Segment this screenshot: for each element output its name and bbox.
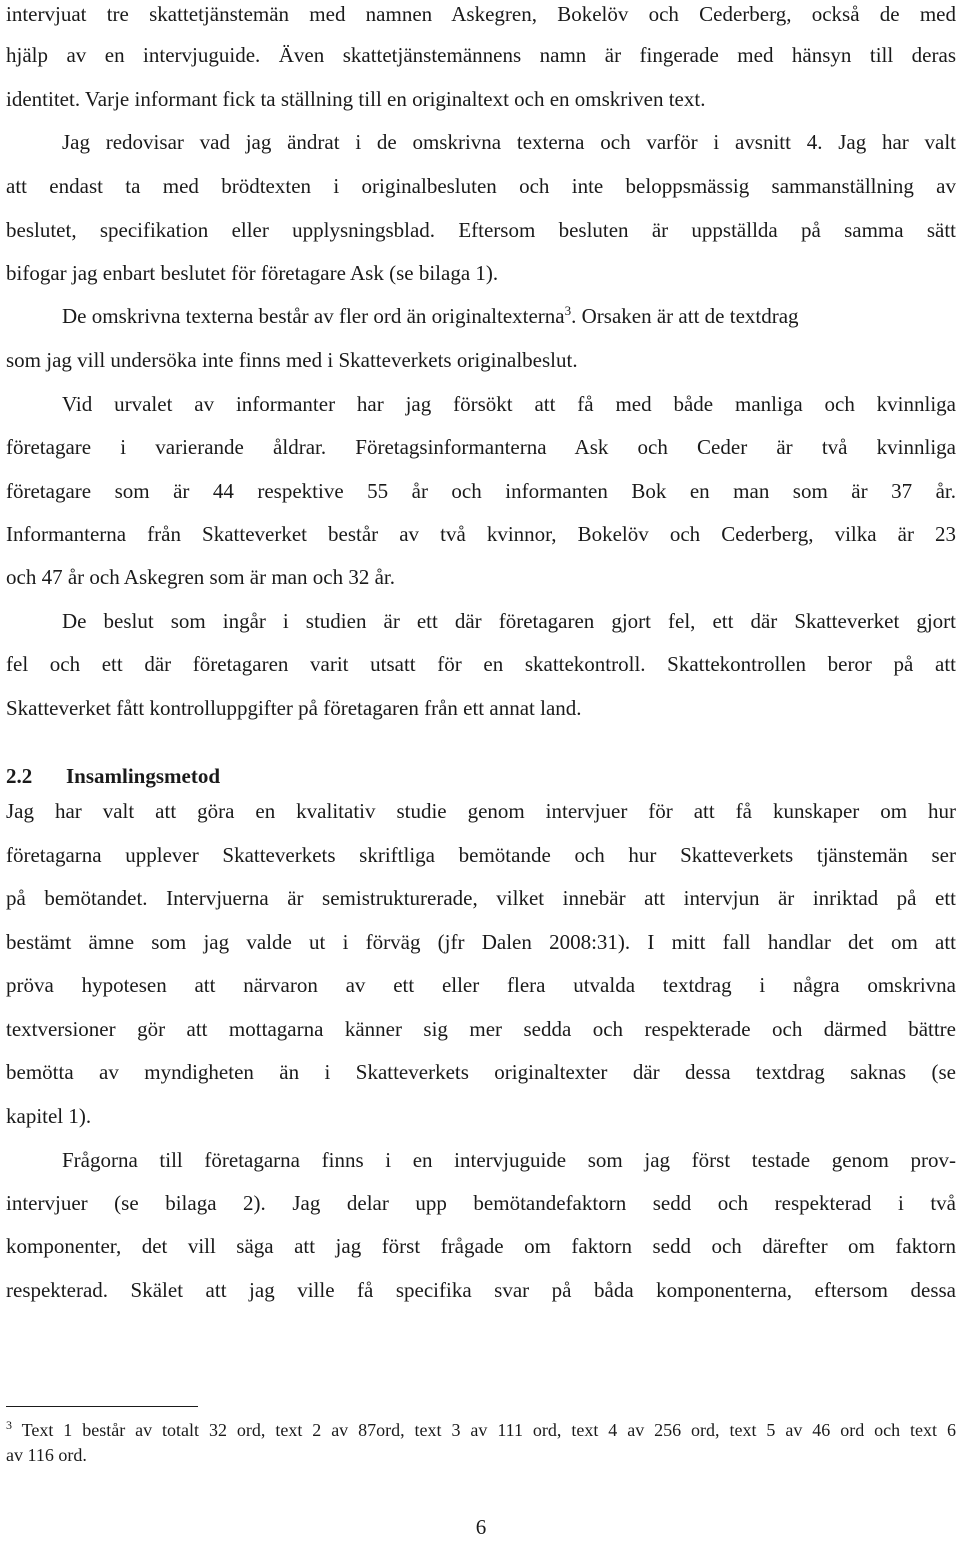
body-line: företagare som är 44 respektive 55 år och informanten Bok en man som är 37 år. (6, 479, 956, 503)
body-line: och 47 år och Askegren som är man och 32 år. (6, 565, 395, 589)
footnote-divider (6, 1406, 198, 1407)
body-line: beslutet, specifikation eller upplysningsblad. Eftersom besluten är uppställda på samma sätt (6, 218, 956, 242)
body-line: identitet. Varje informant fick ta ställning till en originaltext och en omskriven text. (6, 87, 706, 111)
body-line: bifogar jag enbart beslutet för företagare Ask (se bilaga 1). (6, 261, 499, 285)
body-line: komponenter, det vill säga att jag först frågade om faktorn sedd och därefter om faktorn (6, 1234, 956, 1258)
footnote-reference: 3 (564, 303, 572, 318)
body-line: intervjuer (se bilaga 2). Jag delar upp bemötandefaktorn sedd och respekterad i två (6, 1191, 956, 1215)
body-line: Jag redovisar vad jag ändrat i de omskrivna texterna och varför i avsnitt 4. Jag har valt (62, 130, 956, 154)
body-line-with-footnote (6, 302, 956, 330)
body-line: fel och ett där företagaren varit utsatt för en skattekontroll. Skattekontrollen beror på att (6, 652, 956, 676)
body-text: . Orsaken är att de textdrag (571, 304, 799, 328)
body-line: De beslut som ingår i studien är ett där företagaren gjort fel, ett där Skatteverket gjort (62, 609, 956, 633)
body-line: respekterad. Skälet att jag ville få specifika svar på båda komponenterna, eftersom dessa (6, 1278, 956, 1302)
body-line: att endast ta med brödtexten i originalbesluten och inte beloppsmässig sammanställning av (6, 174, 956, 198)
body-line: företagarna upplever Skatteverkets skriftliga bemötande och hur Skatteverkets tjänstemän ser (6, 843, 956, 867)
body-line: kapitel 1). (6, 1104, 92, 1128)
body-line: som jag vill undersöka inte finns med i Skatteverkets originalbeslut. (6, 348, 578, 372)
body-line: Skatteverket fått kontrolluppgifter på företagaren från ett annat land. (6, 696, 582, 720)
footnote-marker: 3 (6, 1418, 12, 1432)
body-text: De omskrivna texterna består av fler ord än originaltexterna (62, 304, 565, 328)
section-number: 2.2 (6, 764, 33, 788)
body-line: hjälp av en intervjuguide. Även skattetjänstemännens namn är fingerade med hänsyn till deras (6, 43, 956, 67)
footnote-continuation: av 116 ord. (6, 1445, 87, 1465)
body-line: på bemötandet. Intervjuerna är semistrukturerade, vilket innebär att intervjun är inriktad på ett (6, 886, 956, 910)
footnote-text: Text 1 består av totalt 32 ord, text 2 av 87ord, text 3 av 111 ord, text 4 av 256 ord, text 5 av 46 ord och text 6 (21, 1420, 956, 1440)
footnote (6, 1418, 956, 1442)
body-line: intervjuat tre skattetjänstemän med namnen Askegren, Bokelöv och Cederberg, också de med (6, 2, 956, 26)
body-line: pröva hypotesen att närvaron av ett eller flera utvalda textdrag i några omskrivna (6, 973, 956, 997)
body-line: Frågorna till företagarna finns i en intervjuguide som jag först testade genom prov- (62, 1148, 956, 1172)
section-heading (6, 762, 220, 790)
body-line: textversioner gör att mottagarna känner sig mer sedda och respekterade och därmed bättre (6, 1017, 956, 1041)
body-line: Vid urvalet av informanter har jag försökt att få med både manliga och kvinnliga (62, 392, 956, 416)
body-line: bestämt ämne som jag valde ut i förväg (jfr Dalen 2008:31). I mitt fall handlar det om att (6, 930, 956, 954)
body-line: Informanterna från Skatteverket består av två kvinnor, Bokelöv och Cederberg, vilka är 23 (6, 522, 956, 546)
page-number: 6 (475, 1515, 487, 1539)
section-title: Insamlingsmetod (66, 764, 221, 788)
body-line: företagare i varierande åldrar. Företagsinformanterna Ask och Ceder är två kvinnliga (6, 435, 956, 459)
body-line: Jag har valt att göra en kvalitativ studie genom intervjuer för att få kunskaper om hur (6, 799, 956, 823)
body-line: bemötta av myndigheten än i Skatteverkets originaltexter där dessa textdrag saknas (se (6, 1060, 956, 1084)
